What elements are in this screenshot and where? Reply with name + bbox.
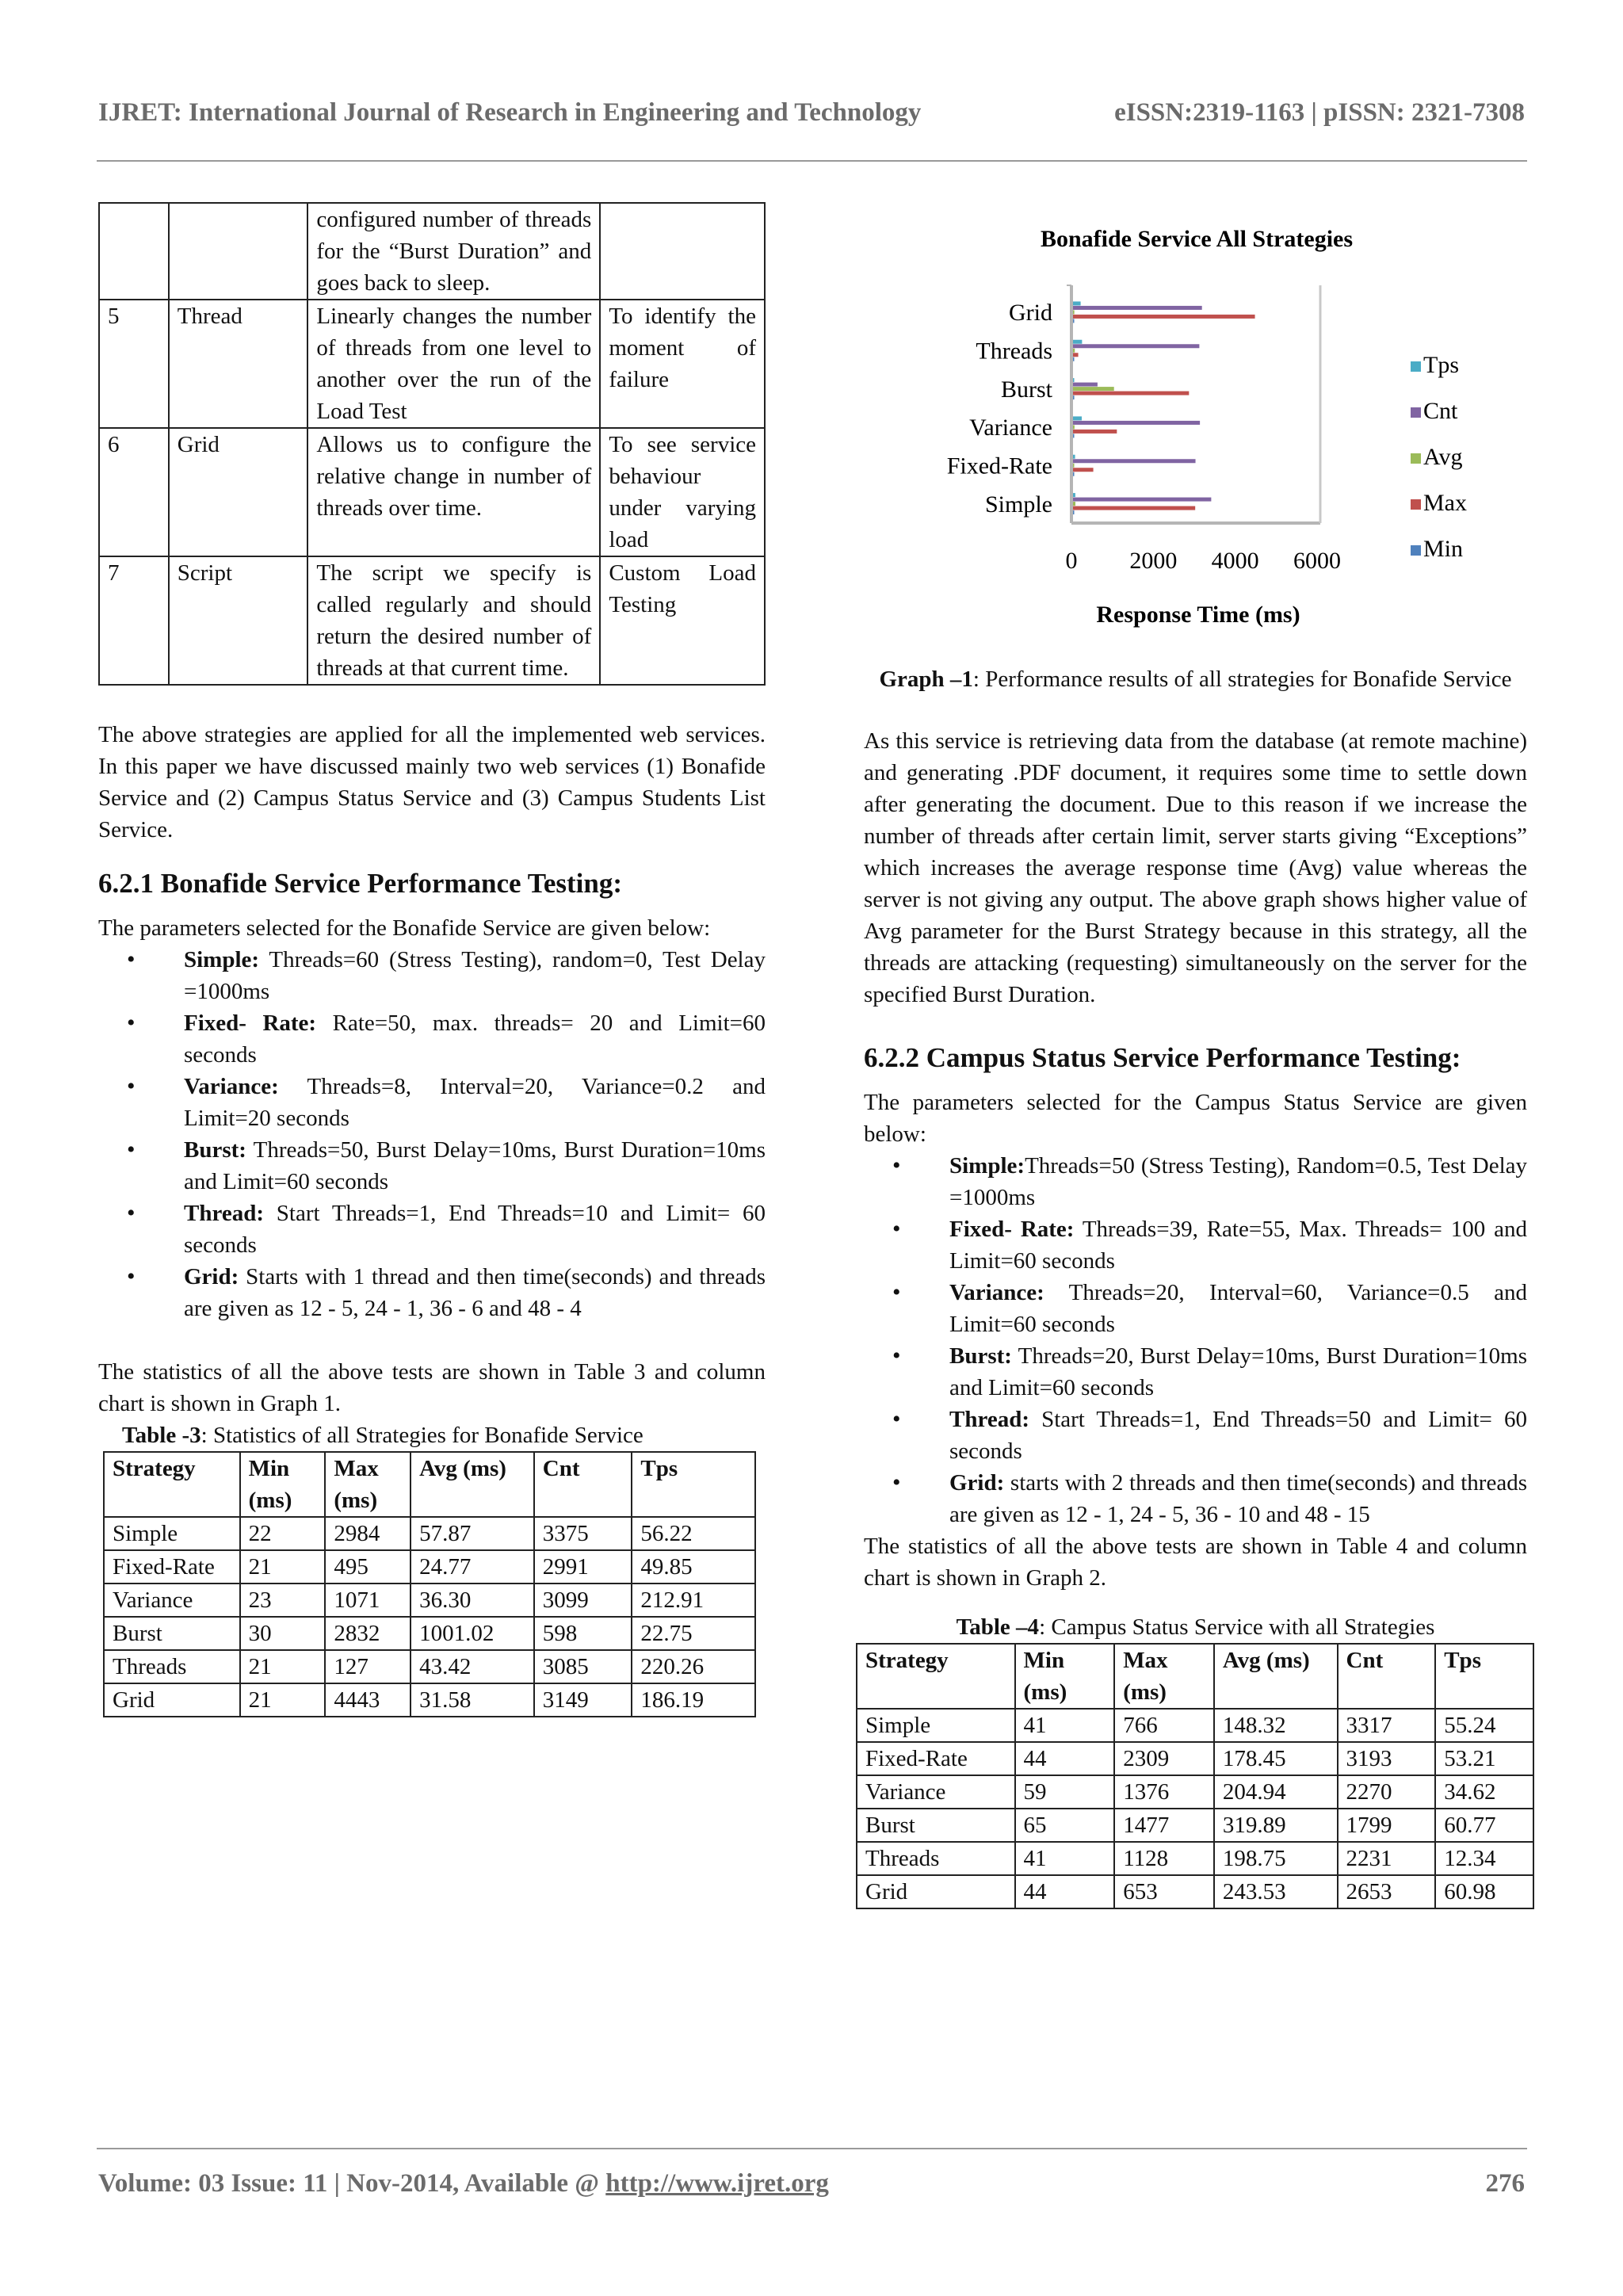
table-cell: Simple	[857, 1709, 1015, 1742]
table-row	[99, 300, 765, 428]
list-item	[98, 1261, 766, 1324]
strategy-description: Linearly changes the number of threads from one level to another over the run of the Load Test	[307, 300, 600, 428]
footer-volume-info	[98, 2168, 829, 2199]
table4-caption	[864, 1611, 1527, 1643]
column-header: Tps	[1435, 1644, 1533, 1709]
header-rule	[97, 160, 1527, 162]
table-cell: 21	[240, 1550, 326, 1584]
table-cell: 1799	[1338, 1809, 1436, 1842]
chart-bar-tps	[1073, 493, 1075, 497]
table-cell: 56.22	[632, 1517, 755, 1550]
table-cell: 766	[1114, 1709, 1214, 1742]
table-cell: 1128	[1114, 1842, 1214, 1875]
strategy-description: The script we specify is called regularly and should return the desired number of threads at that current time.	[307, 556, 600, 685]
table-cell: 21	[240, 1683, 326, 1717]
table-cell: 2309	[1114, 1742, 1214, 1775]
table-cell: 3317	[1338, 1709, 1436, 1742]
table-row	[104, 1650, 755, 1683]
left-column	[98, 202, 766, 1717]
chart-category-label: Threads	[976, 338, 1052, 365]
legend-swatch-min	[1411, 545, 1421, 556]
list-item-label: Grid:	[949, 1470, 1005, 1496]
list-item-label: Variance:	[949, 1280, 1044, 1305]
table3-caption-label: Table -3	[122, 1423, 201, 1448]
table-cell: Fixed-Rate	[104, 1550, 240, 1584]
chart-bar-tps	[1073, 301, 1081, 305]
table-row	[99, 203, 765, 300]
strategy-name: Grid	[169, 428, 308, 556]
list-item-text: Threads=20, Interval=60, Variance=0.5 and Limit=60 seconds	[949, 1280, 1527, 1337]
issn: eISSN:2319-1163 | pISSN: 2321-7308	[1114, 98, 1525, 127]
chart-bar-max	[1073, 392, 1189, 395]
table-cell: 36.30	[411, 1584, 534, 1617]
table-cell: 2832	[325, 1617, 411, 1650]
chart-category-label: Variance	[969, 415, 1052, 441]
table-row	[857, 1775, 1533, 1809]
table-cell: 3375	[534, 1517, 632, 1550]
chart-bar-avg	[1073, 464, 1075, 468]
chart-category-label: Simple	[984, 491, 1052, 518]
table-cell: Fixed-Rate	[857, 1742, 1015, 1775]
list-item	[864, 1150, 1527, 1213]
table-cell: Variance	[104, 1584, 240, 1617]
table-cell: 127	[325, 1650, 411, 1683]
chart-x-tick-label: 2000	[1129, 548, 1178, 574]
list-item	[98, 1007, 766, 1071]
table-row	[104, 1517, 755, 1550]
list-item-label: Thread:	[949, 1407, 1029, 1432]
table-cell: 21	[240, 1650, 326, 1683]
list-item-label: Burst:	[949, 1343, 1012, 1369]
chart-bar-min	[1073, 510, 1075, 514]
chart-bar-min	[1073, 357, 1075, 361]
list-item	[98, 1198, 766, 1261]
chart-bar-min	[1073, 472, 1075, 476]
table-row	[104, 1550, 755, 1584]
table-cell: 198.75	[1214, 1842, 1338, 1875]
table4-caption-text: : Campus Status Service with all Strategies	[1039, 1614, 1435, 1640]
footer-rule	[97, 2148, 1527, 2149]
strategy-description: configured number of threads for the “Burst Duration” and goes back to sleep.	[307, 203, 600, 300]
table-cell: 41	[1015, 1709, 1115, 1742]
list-item	[864, 1404, 1527, 1467]
table-cell: 12.34	[1435, 1842, 1533, 1875]
section-heading-6-2-2: 6.2.2 Campus Status Service Performance Testing:	[864, 1042, 1461, 1073]
table-cell: 598	[534, 1617, 632, 1650]
list-item-text: Threads=20, Burst Delay=10ms, Burst Duration=10ms and Limit=60 seconds	[949, 1343, 1527, 1400]
journal-website-link[interactable]: http://www.ijret.org	[605, 2169, 829, 2198]
table-cell: 1001.02	[411, 1617, 534, 1650]
list-item	[864, 1467, 1527, 1530]
table-cell: 3149	[534, 1683, 632, 1717]
table-cell: 178.45	[1214, 1742, 1338, 1775]
table-cell: 2231	[1338, 1842, 1436, 1875]
column-header: Max (ms)	[1114, 1644, 1214, 1709]
table-row	[104, 1683, 755, 1717]
table-cell: 4443	[325, 1683, 411, 1717]
chart-bar-cnt	[1073, 383, 1098, 387]
table-cell: 220.26	[632, 1650, 755, 1683]
table-cell: 23	[240, 1584, 326, 1617]
table-cell: 2653	[1338, 1875, 1436, 1908]
table-cell: 495	[325, 1550, 411, 1584]
strategy-purpose	[600, 203, 765, 300]
chart-bar-avg	[1073, 425, 1075, 429]
table-cell: 34.62	[1435, 1775, 1533, 1809]
list-item-text: Starts with 1 thread and then time(seconds) and threads are given as 12 - 5, 24 - 1, 36 - 6 and 48 - 4	[184, 1264, 766, 1321]
legend-label-cnt: Cnt	[1423, 398, 1458, 424]
chart-bar-tps	[1073, 340, 1082, 344]
column-header: Cnt	[534, 1452, 632, 1517]
table-row	[104, 1617, 755, 1650]
table-cell: 2991	[534, 1550, 632, 1584]
table-cell: 3193	[1338, 1742, 1436, 1775]
table4-campus-status-statistics	[856, 1643, 1534, 1909]
list-item	[864, 1340, 1527, 1404]
list-item	[864, 1277, 1527, 1340]
column-header: Cnt	[1338, 1644, 1436, 1709]
list-item-label: Simple:	[184, 947, 260, 972]
chart-bar-tps	[1073, 416, 1082, 420]
list-item-text: starts with 2 threads and then time(seconds) and threads are given as 12 - 1, 24 - 5, 36 - 10 and 48 - 15	[949, 1470, 1527, 1527]
chart-bar-cnt	[1073, 459, 1196, 463]
table-cell: Burst	[104, 1617, 240, 1650]
column-header: Tps	[632, 1452, 755, 1517]
list-item-text: Threads=8, Interval=20, Variance=0.2 and Limit=20 seconds	[184, 1074, 766, 1131]
table-row	[857, 1809, 1533, 1842]
table-cell: 24.77	[411, 1550, 534, 1584]
table-cell: 3085	[534, 1650, 632, 1683]
chart-bar-avg	[1073, 349, 1075, 353]
chart-bar-max	[1073, 506, 1195, 510]
column-header: Strategy	[857, 1644, 1015, 1709]
chart-bar-cnt	[1073, 306, 1202, 310]
campus-status-parameter-list	[864, 1150, 1527, 1530]
table3-bonafide-statistics	[103, 1451, 756, 1717]
list-item-label: Grid:	[184, 1264, 239, 1289]
bonafide-intro: The parameters selected for the Bonafide Service are given below:	[98, 915, 711, 941]
list-item	[98, 944, 766, 1007]
strategy-description: Allows us to configure the relative change in number of threads over time.	[307, 428, 600, 556]
graph1-container	[864, 202, 1527, 654]
table-cell: 41	[1015, 1842, 1115, 1875]
chart-bar-tps	[1073, 455, 1075, 459]
column-header: Strategy	[104, 1452, 240, 1517]
table4-caption-label: Table –4	[956, 1614, 1040, 1640]
chart-bar-min	[1073, 395, 1075, 399]
table-cell: 653	[1114, 1875, 1214, 1908]
chart-bar-max	[1073, 353, 1079, 357]
legend-label-max: Max	[1423, 490, 1467, 516]
chart-bar-max	[1073, 430, 1117, 434]
table-cell: Simple	[104, 1517, 240, 1550]
table-cell: 204.94	[1214, 1775, 1338, 1809]
row-number: 6	[99, 428, 169, 556]
column-header: Min (ms)	[1015, 1644, 1115, 1709]
right-column	[864, 202, 1527, 1909]
table-cell: 2984	[325, 1517, 411, 1550]
table3-caption-text: : Statistics of all Strategies for Bonafide Service	[200, 1423, 643, 1448]
campus-status-intro: The parameters selected for the Campus Status Service are given below:	[864, 1090, 1527, 1147]
graph1-caption-label: Graph –1	[879, 667, 973, 692]
column-header: Avg (ms)	[1214, 1644, 1338, 1709]
page-number: 276	[1485, 2169, 1525, 2198]
graph1-caption	[864, 663, 1527, 695]
table-cell: 22.75	[632, 1617, 755, 1650]
chart-category-label: Burst	[1000, 376, 1052, 403]
statistics-paragraph: The statistics of all the above tests are shown in Table 3 and column chart is shown in Graph 1.	[98, 1359, 766, 1416]
list-item	[864, 1213, 1527, 1277]
list-item-label: Simple:	[949, 1153, 1025, 1179]
table-cell: 148.32	[1214, 1709, 1338, 1742]
table-cell: 1477	[1114, 1809, 1214, 1842]
table-cell: 43.42	[411, 1650, 534, 1683]
legend-swatch-max	[1411, 499, 1421, 510]
section-heading-6-2-1: 6.2.1 Bonafide Service Performance Testing:	[98, 868, 623, 899]
list-item-label: Variance:	[184, 1074, 279, 1099]
table-cell: Threads	[857, 1842, 1015, 1875]
list-item-label: Fixed- Rate:	[184, 1010, 317, 1036]
table-cell: 186.19	[632, 1683, 755, 1717]
bonafide-analysis-paragraph: As this service is retrieving data from the database (at remote machine) and generating .PDF document, it requires some time to settle down after generating the document. Due to this reason if we increase the number of threads after certain limit, server starts giving “Exceptions” which increases the average response time (Avg) value whereas the server is not giving any output. The above graph shows higher value of Avg parameter for the Burst Strategy because in this strategy, all the threads are attacking (requesting) simultaneously on the server for the specified Burst Duration.	[864, 728, 1527, 1007]
table-cell: 212.91	[632, 1584, 755, 1617]
legend-label-avg: Avg	[1423, 444, 1463, 470]
table-cell: 30	[240, 1617, 326, 1650]
list-item-text: Threads=60 (Stress Testing), random=0, Test Delay =1000ms	[184, 947, 766, 1004]
list-item	[98, 1071, 766, 1134]
table-row	[857, 1709, 1533, 1742]
bonafide-parameter-list	[98, 944, 766, 1324]
strategy-name	[169, 203, 308, 300]
table-cell: 60.77	[1435, 1809, 1533, 1842]
table3-caption	[122, 1419, 766, 1451]
chart-bar-avg	[1073, 310, 1075, 314]
legend-swatch-tps	[1411, 361, 1421, 372]
row-number	[99, 203, 169, 300]
legend-swatch-cnt	[1411, 407, 1421, 418]
list-item-text: Threads=39, Rate=55, Max. Threads= 100 and Limit=60 seconds	[949, 1217, 1527, 1274]
table-row	[104, 1584, 755, 1617]
table-cell: 60.98	[1435, 1875, 1533, 1908]
page-footer	[98, 2168, 1525, 2207]
strategy-name: Thread	[169, 300, 308, 428]
chart-x-tick-label: 4000	[1211, 548, 1259, 574]
table-cell: 1376	[1114, 1775, 1214, 1809]
table-cell: 65	[1015, 1809, 1115, 1842]
strategy-table-continued	[98, 202, 766, 686]
table-row	[99, 556, 765, 685]
graph1-bar-chart	[864, 202, 1527, 654]
table-cell: 3099	[534, 1584, 632, 1617]
table-cell: Threads	[104, 1650, 240, 1683]
table-row	[99, 428, 765, 556]
chart-bar-min	[1073, 434, 1075, 437]
chart-x-tick-label: 6000	[1293, 548, 1341, 574]
chart-x-axis-label: Response Time (ms)	[1096, 602, 1300, 628]
table-cell: 59	[1015, 1775, 1115, 1809]
chart-bar-avg	[1073, 387, 1114, 391]
table-row	[857, 1742, 1533, 1775]
strategy-purpose: To identify the moment of failure	[600, 300, 765, 428]
table-cell: 44	[1015, 1742, 1115, 1775]
chart-bar-max	[1073, 315, 1255, 319]
list-item-text: Start Threads=1, End Threads=50 and Limit= 60 seconds	[949, 1407, 1527, 1464]
chart-category-label: Grid	[1009, 300, 1052, 327]
list-item-text: Threads=50, Burst Delay=10ms, Burst Duration=10ms and Limit=60 seconds	[184, 1137, 766, 1194]
table-cell: 49.85	[632, 1550, 755, 1584]
chart-bar-cnt	[1073, 498, 1211, 502]
legend-swatch-avg	[1411, 453, 1421, 464]
list-item-text: Start Threads=1, End Threads=10 and Limit= 60 seconds	[184, 1201, 766, 1258]
chart-bar-tps	[1073, 378, 1075, 382]
column-header: Min (ms)	[240, 1452, 326, 1517]
footer-volume: Volume: 03 Issue: 11 | Nov-2014, Available @	[98, 2169, 606, 2198]
table-cell: 53.21	[1435, 1742, 1533, 1775]
table-cell: 22	[240, 1517, 326, 1550]
table-cell: 319.89	[1214, 1809, 1338, 1842]
list-item-label: Burst:	[184, 1137, 246, 1163]
chart-bar-cnt	[1073, 344, 1199, 348]
strategy-name: Script	[169, 556, 308, 685]
table-cell: 2270	[1338, 1775, 1436, 1809]
strategies-paragraph: The above strategies are applied for all the implemented web services. In this paper we have discussed mainly two web services (1) Bonafide Service and (2) Campus Status Service and (3) Campus Students List Service.	[98, 722, 766, 842]
table-cell: Grid	[857, 1875, 1015, 1908]
page-header	[98, 97, 1525, 136]
list-item-text: Threads=50 (Stress Testing), Random=0.5, Test Delay =1000ms	[949, 1153, 1527, 1210]
row-number: 7	[99, 556, 169, 685]
list-item-text: Rate=50, max. threads= 20 and Limit=60 seconds	[184, 1010, 766, 1068]
chart-bar-cnt	[1073, 421, 1200, 425]
campus-statistics-paragraph: The statistics of all the above tests are shown in Table 4 and column chart is shown in Graph 2.	[864, 1534, 1527, 1591]
chart-bar-min	[1073, 319, 1075, 323]
list-item-label: Thread:	[184, 1201, 264, 1226]
chart-x-tick-label: 0	[1065, 548, 1078, 574]
table-cell: 57.87	[411, 1517, 534, 1550]
table-cell: 243.53	[1214, 1875, 1338, 1908]
graph1-caption-text: : Performance results of all strategies for Bonafide Service	[972, 667, 1512, 692]
chart-title: Bonafide Service All Strategies	[1040, 226, 1354, 252]
legend-label-min: Min	[1423, 536, 1464, 562]
journal-title: IJRET: International Journal of Research in Engineering and Technology	[98, 98, 922, 127]
table-cell: 1071	[325, 1584, 411, 1617]
legend-label-tps: Tps	[1423, 352, 1459, 378]
table-cell: 31.58	[411, 1683, 534, 1717]
strategy-purpose: Custom Load Testing	[600, 556, 765, 685]
chart-category-label: Fixed-Rate	[946, 453, 1052, 479]
row-number: 5	[99, 300, 169, 428]
table-cell: Burst	[857, 1809, 1015, 1842]
chart-bar-avg	[1073, 502, 1075, 506]
strategy-purpose: To see service behaviour under varying load	[600, 428, 765, 556]
column-header: Max (ms)	[325, 1452, 411, 1517]
table-cell: Variance	[857, 1775, 1015, 1809]
table-row	[857, 1842, 1533, 1875]
chart-bar-max	[1073, 468, 1094, 472]
column-header: Avg (ms)	[411, 1452, 534, 1517]
table-cell: 44	[1015, 1875, 1115, 1908]
table-row	[857, 1875, 1533, 1908]
table-cell: Grid	[104, 1683, 240, 1717]
list-item-label: Fixed- Rate:	[949, 1217, 1075, 1242]
table-cell: 55.24	[1435, 1709, 1533, 1742]
list-item	[98, 1134, 766, 1198]
